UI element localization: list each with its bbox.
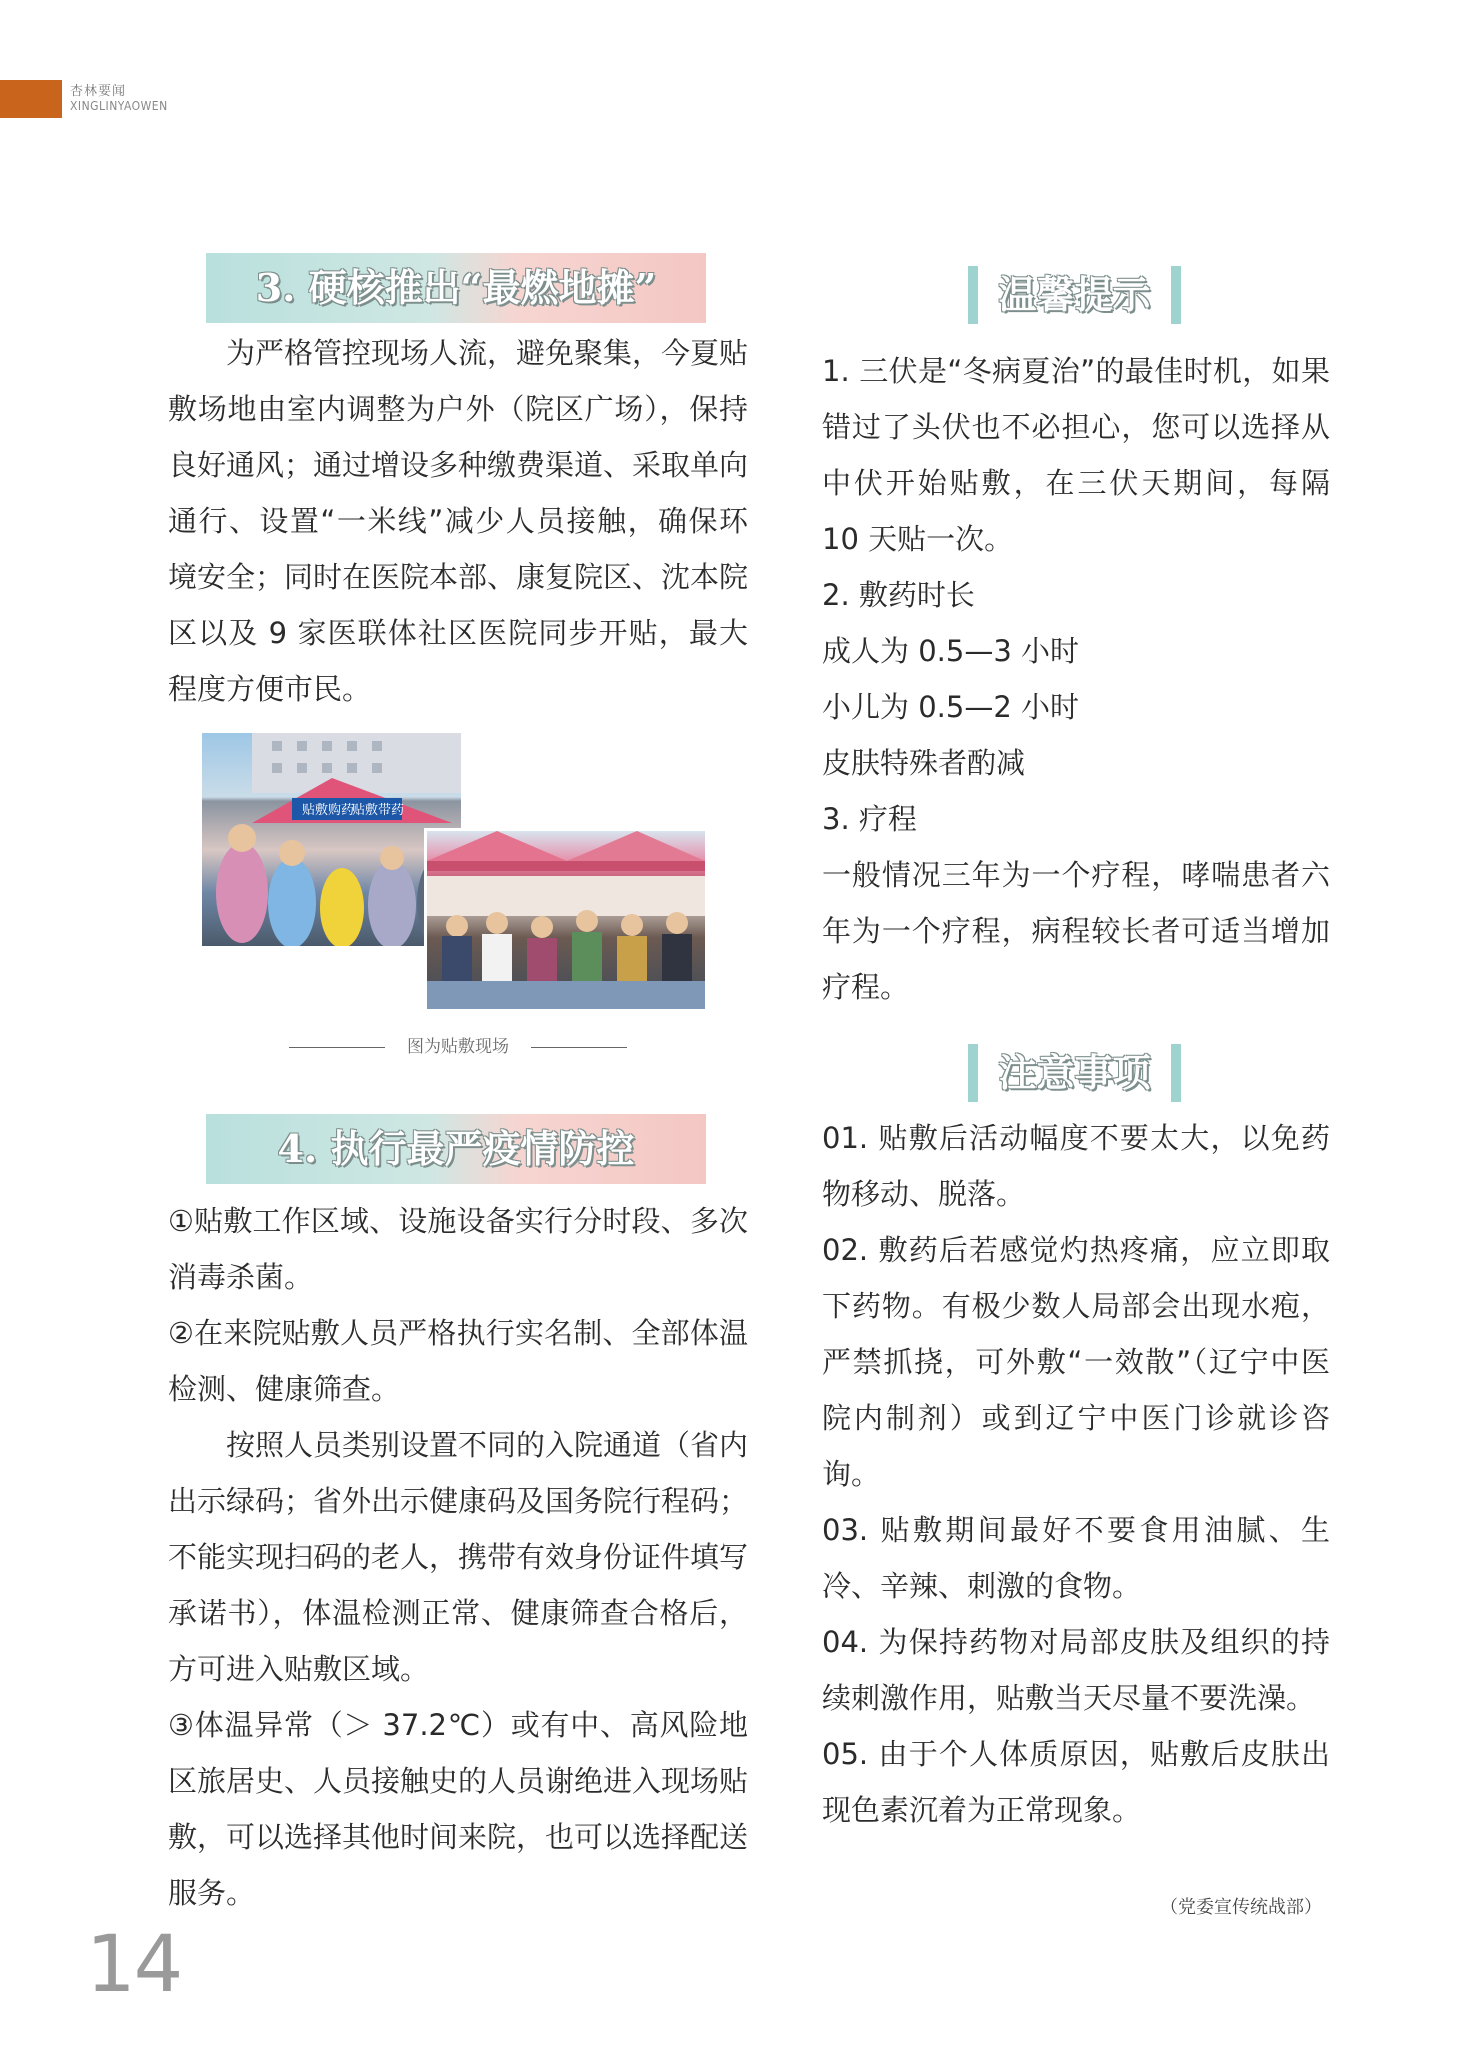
- section4-item-1: ①贴敷工作区域、设施设备实行分时段、多次消毒杀菌。: [168, 1204, 748, 1294]
- tip-line: 2. 敷药时长: [822, 578, 975, 612]
- column-name-pinyin: XINGLINYAOWEN: [70, 99, 168, 113]
- note-item: 03. 贴敷期间最好不要食用油腻、生冷、辛辣、刺激的食物。: [822, 1513, 1330, 1603]
- section3-paragraph: 为严格管控现场人流，避免聚集，今夏贴敷场地由室内调整为户外（院区广场），保持良好通风；通过增设多种缴费渠道、采取单向通行、设置“一米线”减少人员接触，确保环境安全；同时在医院本部、康复院区、沈本院区以及 9 家医联体社区医院同步开贴，最大程度方便市民。: [168, 336, 749, 706]
- section3-banner: [206, 253, 706, 323]
- tip-line: 小儿为 0.5—2 小时: [822, 690, 1080, 724]
- tip-line: 成人为 0.5—3 小时: [822, 634, 1080, 668]
- tip-line: 皮肤特殊者酌减: [822, 746, 1026, 780]
- section4-item-2: ②在来院贴敷人员严格执行实名制、全部体温检测、健康筛查。: [168, 1316, 748, 1406]
- section3-title: 3. 硬核推出“最燃地摊”: [255, 265, 657, 310]
- tip-line: 3. 疗程: [822, 802, 917, 836]
- tips-title-bar-left: [968, 266, 978, 324]
- tips-title-box: [968, 266, 1181, 324]
- notes-body: [822, 1110, 1330, 1838]
- photo-sign-a: 贴敷购药: [302, 803, 355, 818]
- section4-item-3: ③体温异常（＞ 37.2℃）或有中、高风险地区旅居史、人员接触史的人员谢绝进入现场贴敷，可以选择其他时间来院，也可以选择配送服务。: [168, 1708, 749, 1910]
- caption-rule-left: [289, 1047, 385, 1048]
- note-item: 02. 敷药后若感觉灼热疼痛，应立即取下药物。有极少数人局部会出现水疱，严禁抓挠，可外敷“一效散”（辽宁中医院内制剂）或到辽宁中医门诊就诊咨询。: [822, 1233, 1330, 1491]
- notes-title-bar-left: [968, 1044, 978, 1102]
- tips-title-bar-right: [1171, 266, 1181, 324]
- section4-body: [168, 1193, 748, 1921]
- photo-sign-b: 贴敷带药: [352, 803, 405, 818]
- note-item: 04. 为保持药物对局部皮肤及组织的持续刺激作用，贴敷当天尽量不要洗澡。: [822, 1625, 1330, 1715]
- notes-title-box: [968, 1044, 1181, 1102]
- tips-title: 温馨提示: [998, 272, 1151, 317]
- tips-body: [822, 343, 1330, 1015]
- note-item: 05. 由于个人体质原因，贴敷后皮肤出现色素沉着为正常现象。: [822, 1737, 1330, 1827]
- caption-rule-right: [531, 1047, 627, 1048]
- caption-text: 图为贴敷现场: [407, 1037, 509, 1057]
- photo-a-scene: [202, 733, 461, 946]
- tip-line: 1. 三伏是“冬病夏治”的最佳时机，如果错过了头伏也不必担心，您可以选择从中伏开始贴敷，在三伏天期间，每隔 10 天贴一次。: [822, 354, 1330, 556]
- photo-b-scene: [427, 831, 705, 1009]
- column-name: 杏林要闻: [70, 84, 127, 99]
- tip-line: 一般情况三年为一个疗程，哮喘患者六年为一个疗程，病程较长者可适当增加疗程。: [822, 858, 1330, 1004]
- photo-caption: [260, 1032, 656, 1057]
- notes-title: 注意事项: [998, 1050, 1151, 1095]
- section4-banner: [206, 1114, 706, 1184]
- section4-paragraph: 按照人员类别设置不同的入院通道（省内出示绿码；省外出示健康码及国务院行程码；不能实现扫码的老人，携带有效身份证件填写承诺书），体温检测正常、健康筛查合格后，方可进入贴敷区域。: [168, 1428, 749, 1686]
- note-item: 01. 贴敷后活动幅度不要太大，以免药物移动、脱落。: [822, 1121, 1330, 1211]
- page-number: 14: [86, 1920, 182, 2010]
- header-accent-bar: [0, 80, 62, 118]
- notes-title-bar-right: [1171, 1044, 1181, 1102]
- photo-clinic-tents: [424, 828, 708, 1012]
- photo-clinic-outdoor: [202, 733, 461, 946]
- section4-title: 4. 执行最严疫情防控: [277, 1126, 635, 1171]
- author-signature: （党委宣传统战部）: [1160, 1897, 1322, 1918]
